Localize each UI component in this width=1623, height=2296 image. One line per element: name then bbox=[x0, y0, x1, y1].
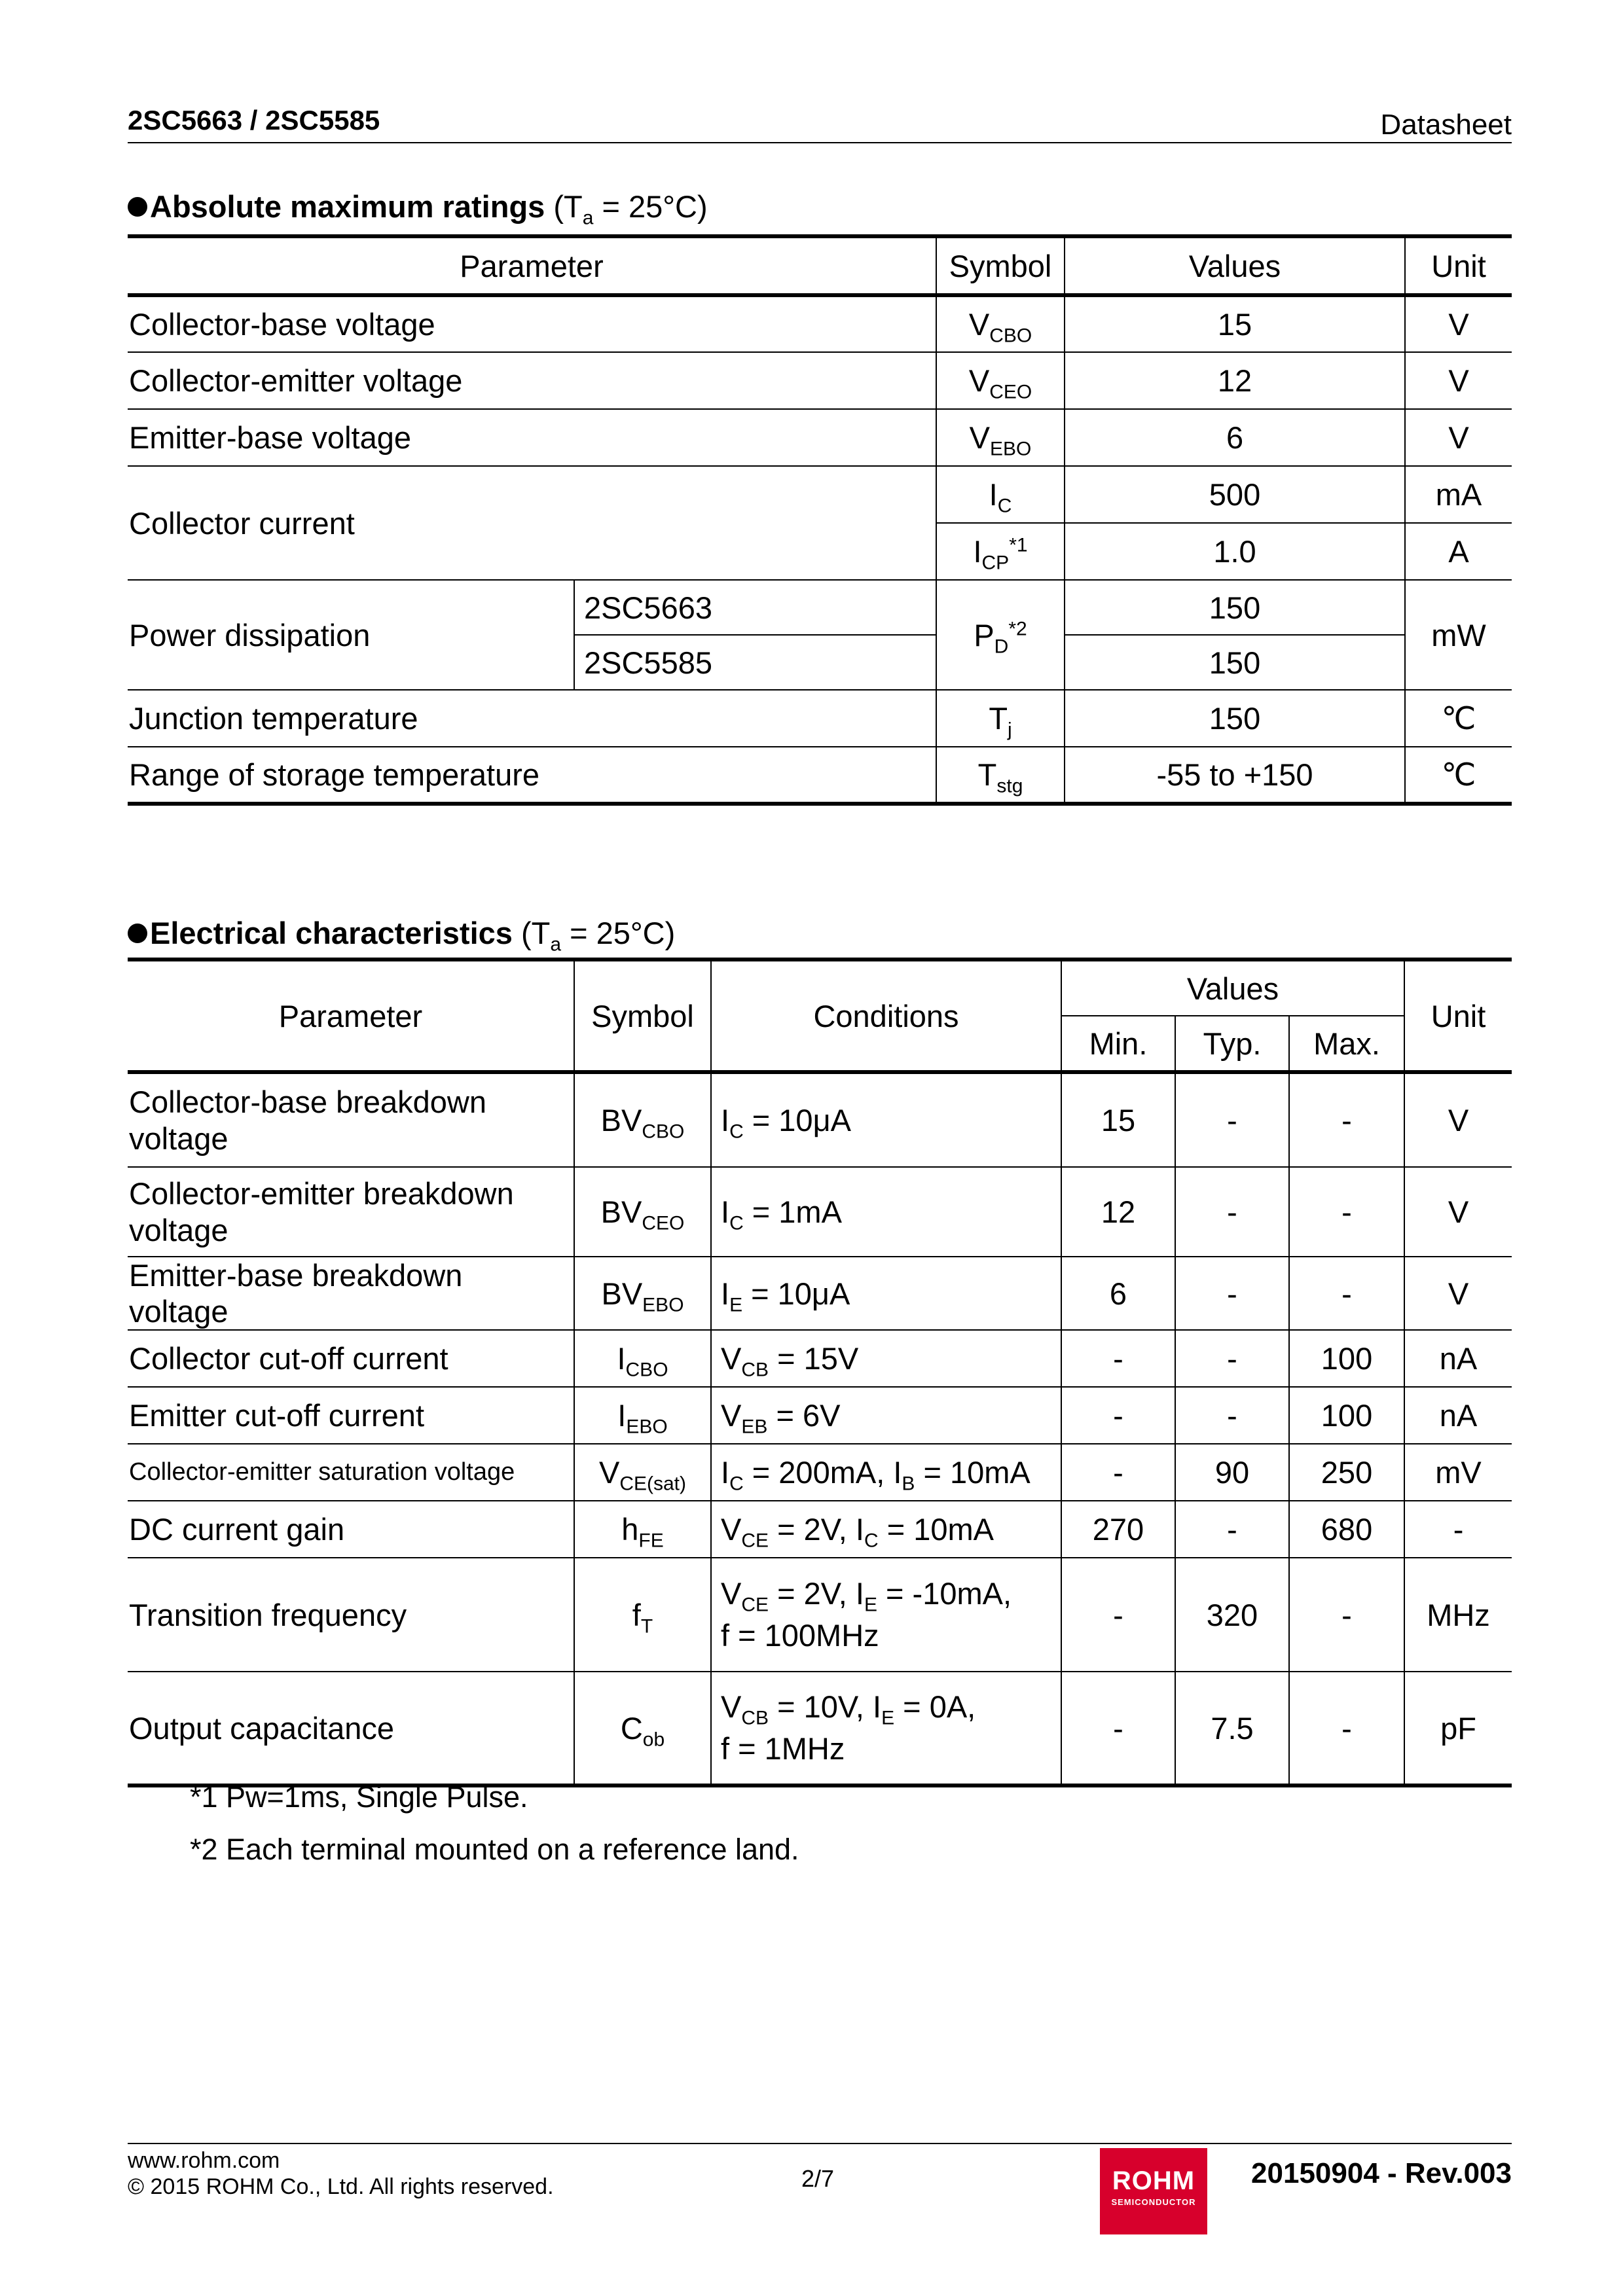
col-parameter: Parameter bbox=[128, 236, 936, 295]
col-values: Values bbox=[1065, 236, 1405, 295]
table-row: Output capacitance $C_{ob}$ $V_{CB} = 10V$, $I_E = 0A$, f = 1MHz - 7.5 - pF bbox=[128, 1672, 1512, 1785]
note-1: *1 Pw=1ms, Single Pulse. bbox=[190, 1780, 528, 1814]
footer-copyright: © 2015 ROHM Co., Ltd. All rights reserved. bbox=[128, 2174, 554, 2199]
table-row: 2SC5585 150 bbox=[128, 635, 1512, 690]
table-row: Power dissipation 2SC5663 $P_D^{*2}$ 150 mW bbox=[128, 580, 1512, 635]
table-row: Junction temperature $T_j$ 150 ℃ bbox=[128, 690, 1512, 747]
footer-website: www.rohm.com bbox=[128, 2148, 280, 2173]
elec-char-table bbox=[128, 958, 1512, 1787]
abs-max-table bbox=[128, 234, 1512, 806]
col-conditions: Conditions bbox=[711, 960, 1061, 1072]
table-row: Emitter-base voltage $V_{EBO}$ 6 V bbox=[128, 409, 1512, 466]
table-row: Collector-emitter saturation voltage $V_{CE(sat)}$ $I_C = 200mA$, $I_B = 10mA$ - 90 250 mV bbox=[128, 1444, 1512, 1501]
revision: 20150904 - Rev.003 bbox=[1251, 2157, 1512, 2189]
col-symbol: Symbol bbox=[574, 960, 711, 1072]
table-row: Range of storage temperature $T_{stg}$ -55 to +150 ℃ bbox=[128, 747, 1512, 804]
bullet-icon bbox=[128, 197, 147, 217]
col-parameter: Parameter bbox=[128, 960, 574, 1072]
page-number: 2/7 bbox=[801, 2165, 835, 2192]
footer-rule bbox=[128, 2143, 1512, 2144]
table-row: DC current gain $h_{FE}$ $V_{CE} = 2V$, $I_C = 10mA$ 270 - 680 - bbox=[128, 1501, 1512, 1558]
table-row: $I_{CP}^{*1}$ 1.0 A bbox=[128, 523, 1512, 580]
table-row: Collector-emitter breakdown voltage $BV_{CEO}$ $I_C = 1mA$ 12 - - V bbox=[128, 1167, 1512, 1257]
col-symbol: Symbol bbox=[936, 236, 1065, 295]
table-row: Collector-emitter voltage $V_{CEO}$ 12 V bbox=[128, 352, 1512, 409]
table-row: Collector cut-off current $I_{CBO}$ $V_{CB} = 15V$ - - 100 nA bbox=[128, 1330, 1512, 1387]
col-unit: Unit bbox=[1404, 960, 1512, 1072]
rohm-logo bbox=[1100, 2148, 1207, 2234]
col-typ: Typ. bbox=[1175, 1016, 1289, 1072]
table-row: Emitter-base breakdown voltage $BV_{EBO}$ $I_E = 10\mu A$ 6 - - V bbox=[128, 1257, 1512, 1330]
note-2: *2 Each terminal mounted on a reference land. bbox=[190, 1833, 799, 1866]
table-row: Collector-base voltage $V_{CBO}$ 15 V bbox=[128, 295, 1512, 352]
table-row: Collector-base breakdown voltage $BV_{CBO}$ $I_C = 10\mu A$ 15 - - V bbox=[128, 1072, 1512, 1167]
col-values: Values bbox=[1061, 960, 1404, 1016]
header-rule bbox=[128, 142, 1512, 143]
bullet-icon bbox=[128, 924, 147, 943]
col-max: Max. bbox=[1289, 1016, 1404, 1072]
elec-section-title: Electrical characteristics $(T_a = 25^\circ C)$ bbox=[128, 915, 675, 951]
table-row: Transition frequency $f_T$ $V_{CE} = 2V$, $I_E = -10mA$, f = 100MHz - 320 - MHz bbox=[128, 1558, 1512, 1672]
col-unit: Unit bbox=[1405, 236, 1512, 295]
doc-type: Datasheet bbox=[1380, 109, 1512, 141]
table-row: Emitter cut-off current $I_{EBO}$ $V_{EB} = 6V$ - - 100 nA bbox=[128, 1387, 1512, 1444]
col-min: Min. bbox=[1061, 1016, 1175, 1072]
logo-text: ROHM bbox=[1112, 2166, 1195, 2195]
part-numbers: 2SC5663 / 2SC5585 bbox=[128, 105, 380, 135]
abs-section-title: Absolute maximum ratings $(T_a = 25^\circ C)$ bbox=[128, 188, 708, 224]
table-row: Collector current $I_C$ 500 mA bbox=[128, 466, 1512, 523]
logo-subtext: SEMICONDUCTOR bbox=[1111, 2197, 1196, 2207]
